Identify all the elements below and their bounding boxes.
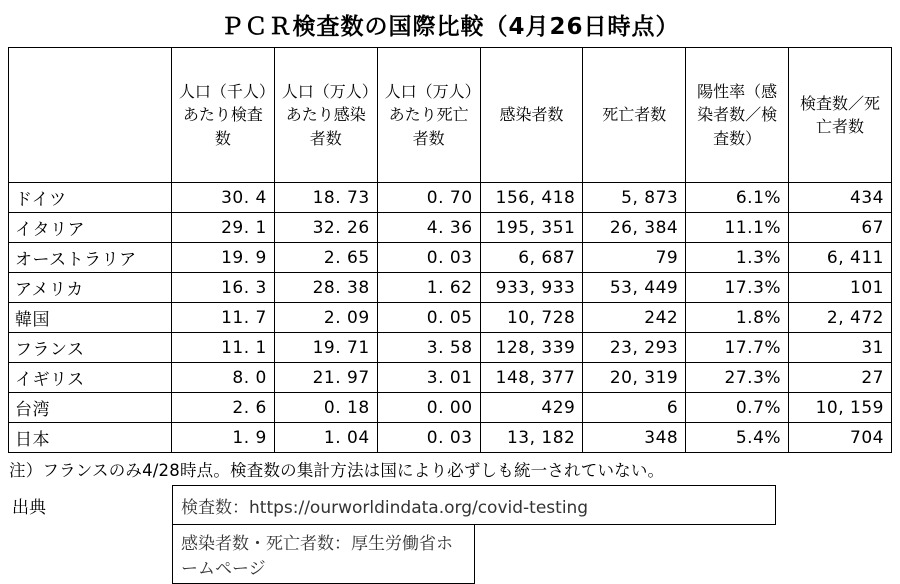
- cell-deaths-per-10000: 3. 01: [377, 363, 480, 393]
- column-header-cases-per-10000: 人口（万人）あたり感染者数: [274, 48, 377, 183]
- cell-cases: 128, 339: [480, 333, 583, 363]
- cell-tests-per-1000: 11. 7: [172, 303, 275, 333]
- cell-positive-rate: 0.7%: [686, 393, 789, 423]
- cell-deaths: 26, 384: [583, 213, 686, 243]
- cell-deaths: 348: [583, 423, 686, 453]
- table-row: [9, 183, 892, 213]
- cell-cases: 6, 687: [480, 243, 583, 273]
- cell-tests-per-1000: 1. 9: [172, 423, 275, 453]
- cell-deaths-per-10000: 0. 70: [377, 183, 480, 213]
- cell-positive-rate: 17.7%: [686, 333, 789, 363]
- cell-tests-per-death: 704: [789, 423, 892, 453]
- cell-tests-per-death: 10, 159: [789, 393, 892, 423]
- page-title: ＰＣＲ検査数の国際比較（4月26日時点）: [220, 14, 680, 40]
- column-header-tests-per-death: 検査数／死亡者数: [789, 48, 892, 183]
- table-row: [9, 423, 892, 453]
- cell-positive-rate: 1.3%: [686, 243, 789, 273]
- cell-cases-per-10000: 21. 97: [274, 363, 377, 393]
- table-body: [9, 183, 892, 453]
- cell-deaths: 20, 319: [583, 363, 686, 393]
- row-country: ドイツ: [9, 183, 172, 213]
- cell-tests-per-1000: 29. 1: [172, 213, 275, 243]
- cell-tests-per-death: 101: [789, 273, 892, 303]
- table-header: [9, 48, 892, 183]
- cell-deaths-per-10000: 4. 36: [377, 213, 480, 243]
- column-header-deaths-per-10000: 人口（万人）あたり死亡者数: [377, 48, 480, 183]
- cell-tests-per-1000: 2. 6: [172, 393, 275, 423]
- cell-cases-per-10000: 2. 65: [274, 243, 377, 273]
- source-pad-cell: [776, 486, 893, 525]
- cell-cases-per-10000: 18. 73: [274, 183, 377, 213]
- cell-tests-per-1000: 16. 3: [172, 273, 275, 303]
- cell-deaths: 53, 449: [583, 273, 686, 303]
- source-label-empty: [8, 525, 173, 584]
- row-country: 日本: [9, 423, 172, 453]
- cell-cases: 429: [480, 393, 583, 423]
- cell-tests-per-1000: 8. 0: [172, 363, 275, 393]
- column-header-positive-rate: 陽性率（感染者数／検査数）: [686, 48, 789, 183]
- cell-tests-per-death: 6, 411: [789, 243, 892, 273]
- cell-tests-per-1000: 19. 9: [172, 243, 275, 273]
- cell-cases: 933, 933: [480, 273, 583, 303]
- cell-tests-per-death: 31: [789, 333, 892, 363]
- cell-deaths: 79: [583, 243, 686, 273]
- cell-cases: 10, 728: [480, 303, 583, 333]
- row-country: イギリス: [9, 363, 172, 393]
- cell-cases-per-10000: 0. 18: [274, 393, 377, 423]
- cell-positive-rate: 5.4%: [686, 423, 789, 453]
- source-row-cases: [8, 525, 892, 584]
- column-header-cases: 感染者数: [480, 48, 583, 183]
- table-row: [9, 303, 892, 333]
- cell-tests-per-death: 27: [789, 363, 892, 393]
- cell-tests-per-death: 67: [789, 213, 892, 243]
- table-row: [9, 273, 892, 303]
- source-table: [8, 485, 892, 584]
- cell-deaths: 242: [583, 303, 686, 333]
- cell-positive-rate: 17.3%: [686, 273, 789, 303]
- table-header-row: [9, 48, 892, 183]
- cell-cases-per-10000: 1. 04: [274, 423, 377, 453]
- cell-positive-rate: 27.3%: [686, 363, 789, 393]
- cell-tests-per-1000: 11. 1: [172, 333, 275, 363]
- cell-deaths: 5, 873: [583, 183, 686, 213]
- cell-positive-rate: 1.8%: [686, 303, 789, 333]
- table-row: [9, 213, 892, 243]
- cell-cases-per-10000: 19. 71: [274, 333, 377, 363]
- row-country: 台湾: [9, 393, 172, 423]
- column-header-country: [9, 48, 172, 183]
- cell-cases-per-10000: 32. 26: [274, 213, 377, 243]
- source-label: 出典: [12, 497, 46, 518]
- comparison-table: [8, 47, 892, 453]
- table-row: [9, 363, 892, 393]
- cell-tests-per-1000: 30. 4: [172, 183, 275, 213]
- row-country: アメリカ: [9, 273, 172, 303]
- footnote: 注）フランスのみ4/28時点。検査数の集計方法は国により必ずしも統一されていない。: [9, 461, 665, 480]
- row-country: 韓国: [9, 303, 172, 333]
- cell-deaths: 23, 293: [583, 333, 686, 363]
- source-row-tests: [8, 486, 892, 525]
- source-pad-cell: [474, 525, 776, 584]
- cell-deaths-per-10000: 1. 62: [377, 273, 480, 303]
- cell-tests-per-death: 434: [789, 183, 892, 213]
- cell-cases-per-10000: 2. 09: [274, 303, 377, 333]
- cell-deaths: 6: [583, 393, 686, 423]
- column-header-tests-per-1000: 人口（千人）あたり検査数: [172, 48, 275, 183]
- source-value-tests: 検査数：https://ourworldindata.org/covid-testing: [173, 486, 776, 525]
- cell-deaths-per-10000: 0. 03: [377, 423, 480, 453]
- row-country: イタリア: [9, 213, 172, 243]
- row-country: オーストラリア: [9, 243, 172, 273]
- cell-positive-rate: 11.1%: [686, 213, 789, 243]
- source-value-cases: 感染者数・死亡者数：厚生労働省ホームページ: [173, 525, 475, 584]
- cell-deaths-per-10000: 0. 03: [377, 243, 480, 273]
- cell-cases: 13, 182: [480, 423, 583, 453]
- cell-tests-per-death: 2, 472: [789, 303, 892, 333]
- cell-deaths-per-10000: 3. 58: [377, 333, 480, 363]
- cell-positive-rate: 6.1%: [686, 183, 789, 213]
- column-header-deaths: 死亡者数: [583, 48, 686, 183]
- table-row: [9, 393, 892, 423]
- cell-cases: 148, 377: [480, 363, 583, 393]
- cell-deaths-per-10000: 0. 05: [377, 303, 480, 333]
- table-row: [9, 243, 892, 273]
- cell-cases-per-10000: 28. 38: [274, 273, 377, 303]
- table-row: [9, 333, 892, 363]
- source-pad-cell: [776, 525, 893, 584]
- row-country: フランス: [9, 333, 172, 363]
- cell-deaths-per-10000: 0. 00: [377, 393, 480, 423]
- cell-cases: 156, 418: [480, 183, 583, 213]
- cell-cases: 195, 351: [480, 213, 583, 243]
